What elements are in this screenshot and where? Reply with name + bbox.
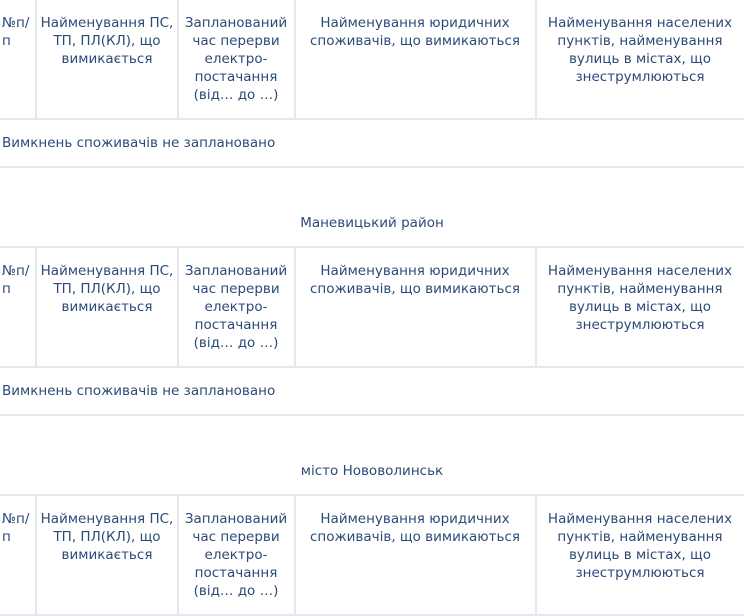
header-legal-consumers: Найменування юридичних споживачів, що вимикаються: [309, 15, 521, 49]
row-divider: [0, 366, 744, 368]
no-outages-message: Вимкнень споживачів не заплановано: [2, 135, 276, 151]
column-divider: [35, 248, 37, 366]
header-settlements: Найменування населених пунктів, найменування вулиць в містах, що знеструмлюються: [547, 15, 733, 85]
header-legal-consumers: Найменування юридичних споживачів, що вимикаються: [309, 511, 521, 545]
header-number: №п/п: [2, 511, 30, 545]
row-divider: [0, 118, 744, 120]
column-divider: [294, 0, 296, 118]
district-title: місто Нововолинськ: [300, 463, 444, 479]
header-substation: Найменування ПС, ТП, ПЛ(КЛ), що вимикається: [40, 263, 174, 315]
header-outage-time: Запланований час перерви електро-постачання (від… до …): [184, 15, 288, 103]
row-divider: [0, 166, 744, 168]
column-divider: [535, 496, 537, 614]
row-divider: [0, 414, 744, 416]
column-divider: [294, 496, 296, 614]
column-divider: [535, 248, 537, 366]
column-divider: [177, 248, 179, 366]
header-outage-time: Запланований час перерви електро-постачання (від… до …): [184, 511, 288, 599]
row-divider: [0, 494, 744, 496]
header-outage-time: Запланований час перерви електро-постачання (від… до …): [184, 263, 288, 351]
column-divider: [535, 0, 537, 118]
header-substation: Найменування ПС, ТП, ПЛ(КЛ), що вимикається: [40, 15, 174, 67]
column-divider: [35, 0, 37, 118]
header-number: №п/п: [2, 15, 30, 49]
column-divider: [177, 496, 179, 614]
column-divider: [177, 0, 179, 118]
header-legal-consumers: Найменування юридичних споживачів, що вимикаються: [309, 263, 521, 297]
header-number: №п/п: [2, 263, 30, 297]
header-settlements: Найменування населених пунктів, найменування вулиць в містах, що знеструмлюються: [547, 263, 733, 333]
column-divider: [294, 248, 296, 366]
row-divider: [0, 246, 744, 248]
header-settlements: Найменування населених пунктів, найменування вулиць в містах, що знеструмлюються: [547, 511, 733, 581]
header-substation: Найменування ПС, ТП, ПЛ(КЛ), що вимикається: [40, 511, 174, 563]
no-outages-message: Вимкнень споживачів не заплановано: [2, 383, 276, 399]
district-title: Маневицький район: [300, 215, 444, 231]
column-divider: [35, 496, 37, 614]
